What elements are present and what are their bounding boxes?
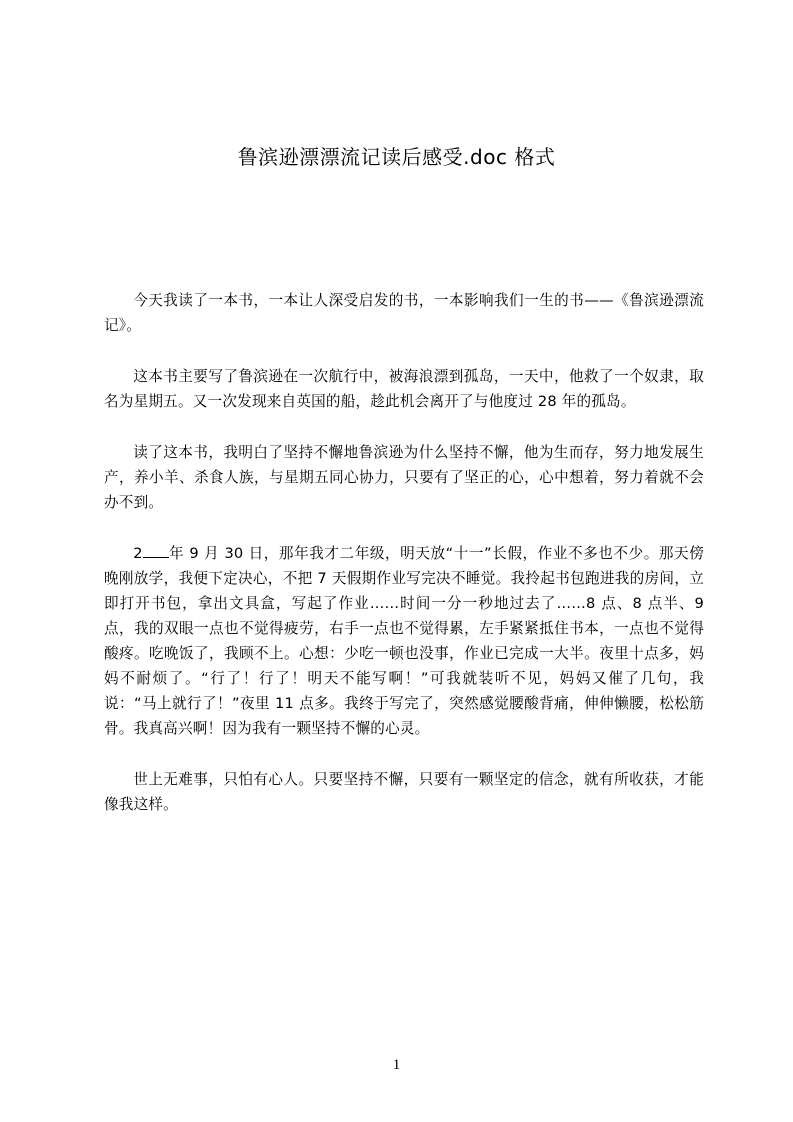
paragraph-1: 今天我读了一本书，一本让人深受启发的书，一本影响我们一生的书——《鲁滨逊漂流记》。 [104,292,704,334]
paragraph-3: 读了这本书，我明白了坚持不懈地鲁滨逊为什么坚持不懈，他为生而存，努力地发展生产，养小羊、杀食人族，与星期五同心协力，只要有了坚正的心，心中想着，努力着就不会办不到。 [104,444,704,511]
page-number: 1 [392,1057,401,1073]
paragraph-4-year-prefix: 2 [133,545,143,562]
paragraph-5: 世上无难事，只怕有心人。只要坚持不懈，只要有一颗坚定的信念，就有所收获，才能像我这样。 [104,771,704,813]
paragraph-2: 这本书主要写了鲁滨逊在一次航行中，被海浪漂到孤岛，一天中，他救了一个奴隶，取名为星期五。又一次发现来自英国的船，趁此机会离开了与他度过 28 年的孤岛。 [104,368,704,410]
paragraph-4-text: 年 9 月 30 日，那年我才二年级，明天放“十一”长假，作业不多也不少。那天傍晚刚放学，我便下定决心，不把 7 天假期作业写完决不睡觉。我拎起书包跑进我的房间，立即打开书包，拿出文具盒，写起了作业……时间一分一秒地过去了……8 点、8 点半、9 点，我的双眼一点也不觉得疲劳，右手一点也不觉得累，左手紧紧抵住书本，一点也不觉得酸疼。吃晚饭了，我顾不上。心想：少吃一顿也没事，作业已完成一大半。夜里十点多，妈妈不耐烦了。“行了！行了！明天不能写啊！”可我就装听不见，妈妈又催了几句，我说：“马上就行了！”夜里 11 点多。我终于写完了，突然感觉腰酸背痛，伸伸懒腰，松松筋骨。我真高兴啊！因为我有一颗坚持不懈的心灵。 [104,545,704,737]
document-title: 鲁滨逊漂漂流记读后感受.doc 格式 [237,145,556,169]
paragraph-4 [104,541,704,741]
underline-blank [143,543,169,558]
document-body [104,288,704,843]
